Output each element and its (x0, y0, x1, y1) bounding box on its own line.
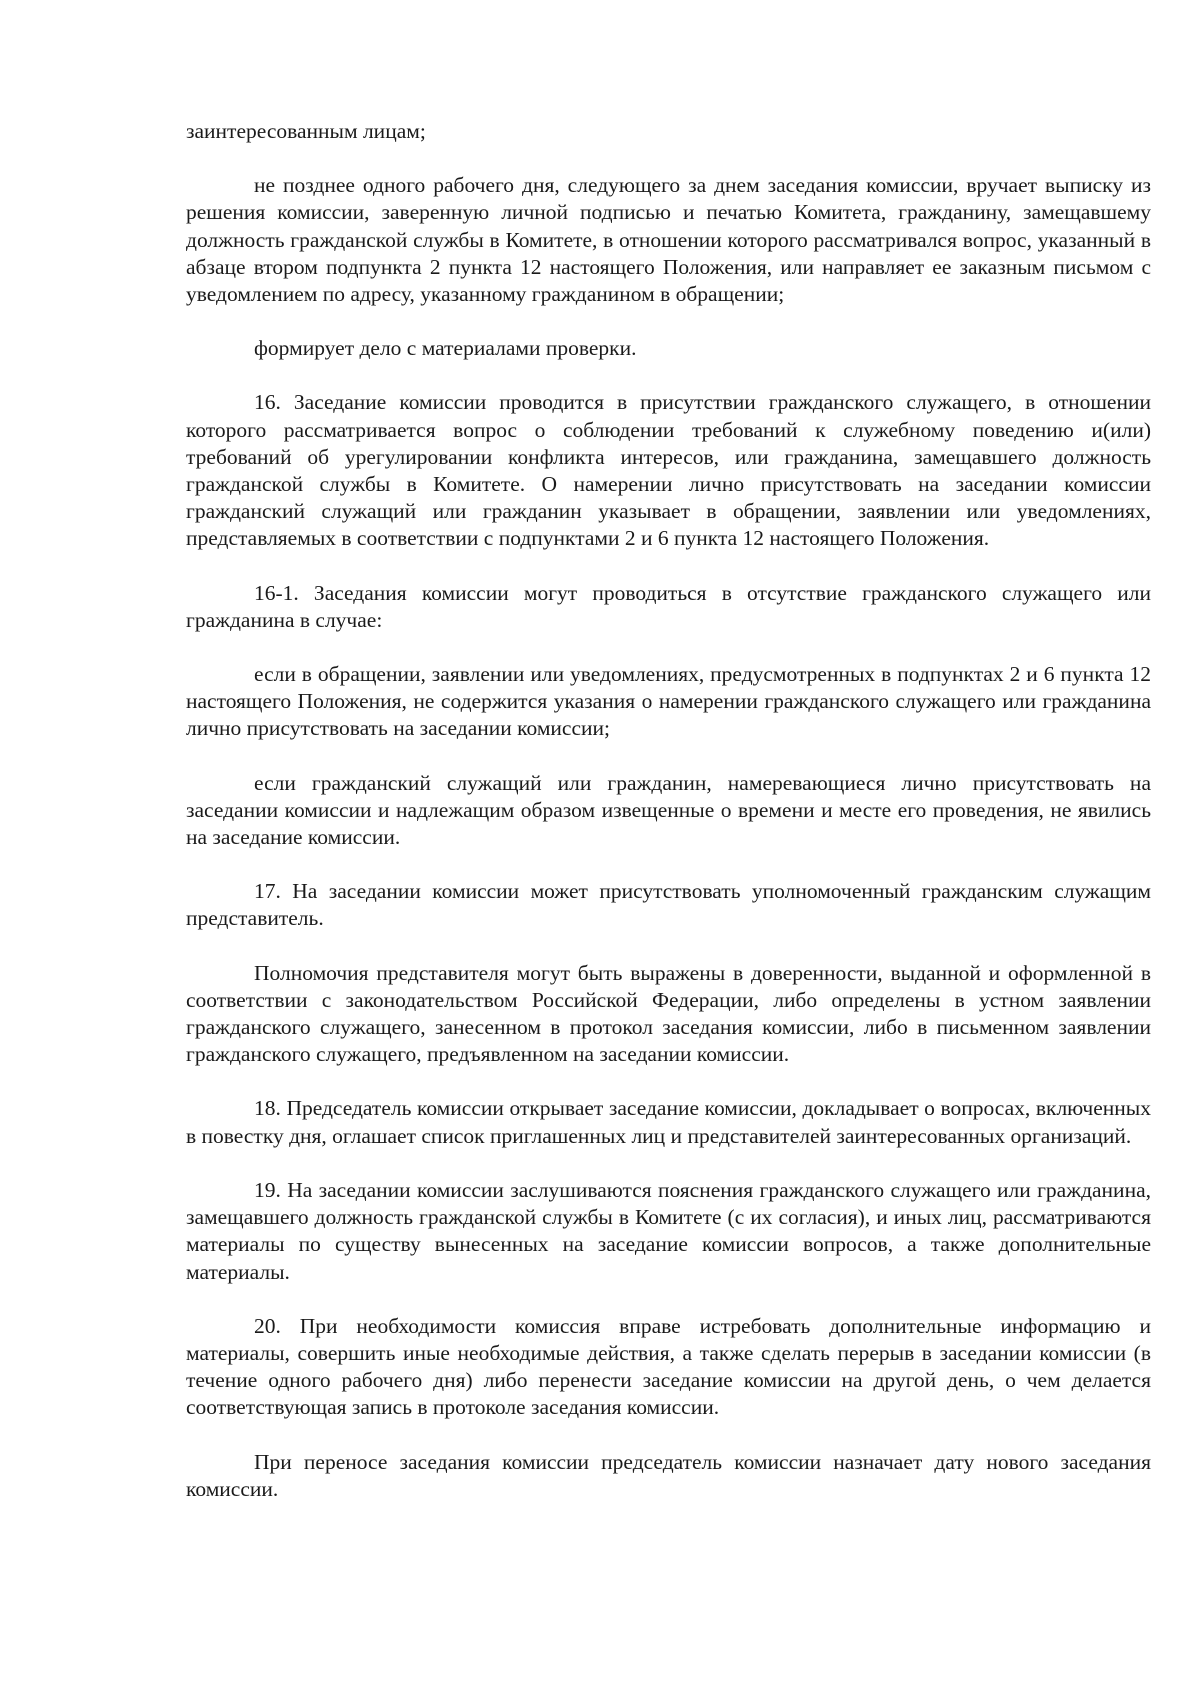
paragraph-interested-persons: заинтересованным лицам; (186, 119, 426, 143)
paragraph-clause-17: 17. На заседании комиссии может присутствовать уполномоченный гражданским служащим представитель. (186, 879, 1151, 931)
document-body (186, 118, 1151, 1530)
paragraph-case-file: формирует дело с материалами проверки. (254, 336, 637, 361)
paragraph-extract-delivery: не позднее одного рабочего дня, следующего за днем заседания комиссии, вручает выписку из решения комиссии, заверенную личной подписью и печатью Комитета, гражданину, замещавшему должность гражданской службы в Комитете, в отношении которого рассматривался вопрос, указанный в абзаце втором подпункта 2 пункта 12 настоящего Положения, или направляет ее заказным письмом с уведомлением по адресу, указанному гражданином в обращении; (186, 173, 1151, 307)
paragraph-clause-16-1-case-b: если гражданский служащий или гражданин, намеревающиеся лично присутствовать на заседании комиссии и надлежащим образом извещенные о времени и месте его проведения, не явились на заседание комиссии. (186, 770, 1151, 850)
paragraph-postponement: При переносе заседания комиссии председатель комиссии назначает дату нового заседания комиссии. (186, 1449, 1151, 1501)
paragraph-clause-19: 19. На заседании комиссии заслушиваются пояснения гражданского служащего или гражданина, замещавшего должность гражданской службы в Комитете (с их согласия), и иных лиц, рассматриваются материалы по существу вынесенных на заседание комиссии вопросов, а также дополнительные материалы. (186, 1177, 1151, 1284)
paragraph-clause-16-1-case-a: если в обращении, заявлении или уведомлениях, предусмотренных в подпунктах 2 и 6 пункта 12 настоящего Положения, не содержится указания о намерении гражданского служащего или гражданина лично присутствовать на заседании комиссии; (186, 662, 1151, 741)
paragraph-clause-18: 18. Председатель комиссии открывает заседание комиссии, докладывает о вопросах, включенных в повестку дня, оглашает список приглашенных лиц и представителей заинтересованных организаций. (186, 1096, 1151, 1148)
paragraph-representative-powers: Полномочия представителя могут быть выражены в доверенности, выданной и оформленной в соответствии с законодательством Российской Федерации, либо определены в устном заявлении гражданского служащего, занесенном в протокол заседания комиссии, либо в письменном заявлении гражданского служащего, предъявленном на заседании комиссии. (186, 960, 1151, 1067)
paragraph-clause-20: 20. При необходимости комиссия вправе истребовать дополнительные информацию и материалы, совершить иные необходимые действия, а также сделать перерыв в заседании комиссии (в течение одного рабочего дня) либо перенести заседание комиссии на другой день, о чем делается соответствующая запись в протоколе заседания комиссии. (186, 1313, 1151, 1420)
paragraph-clause-16-1: 16-1. Заседания комиссии могут проводиться в отсутствие гражданского служащего или гражданина в случае: (186, 580, 1151, 632)
paragraph-clause-16: 16. Заседание комиссии проводится в присутствии гражданского служащего, в отношении которого рассматривается вопрос о соблюдении требований к служебному поведению и(или) требований об урегулировании конфликта интересов, или гражданина, замещавшего должность гражданской службы в Комитете. О намерении лично присутствовать на заседании комиссии гражданский служащий или гражданин указывает в обращении, заявлении или уведомлениях, представляемых в соответствии с подпунктами 2 и 6 пункта 12 настоящего Положения. (186, 390, 1151, 551)
